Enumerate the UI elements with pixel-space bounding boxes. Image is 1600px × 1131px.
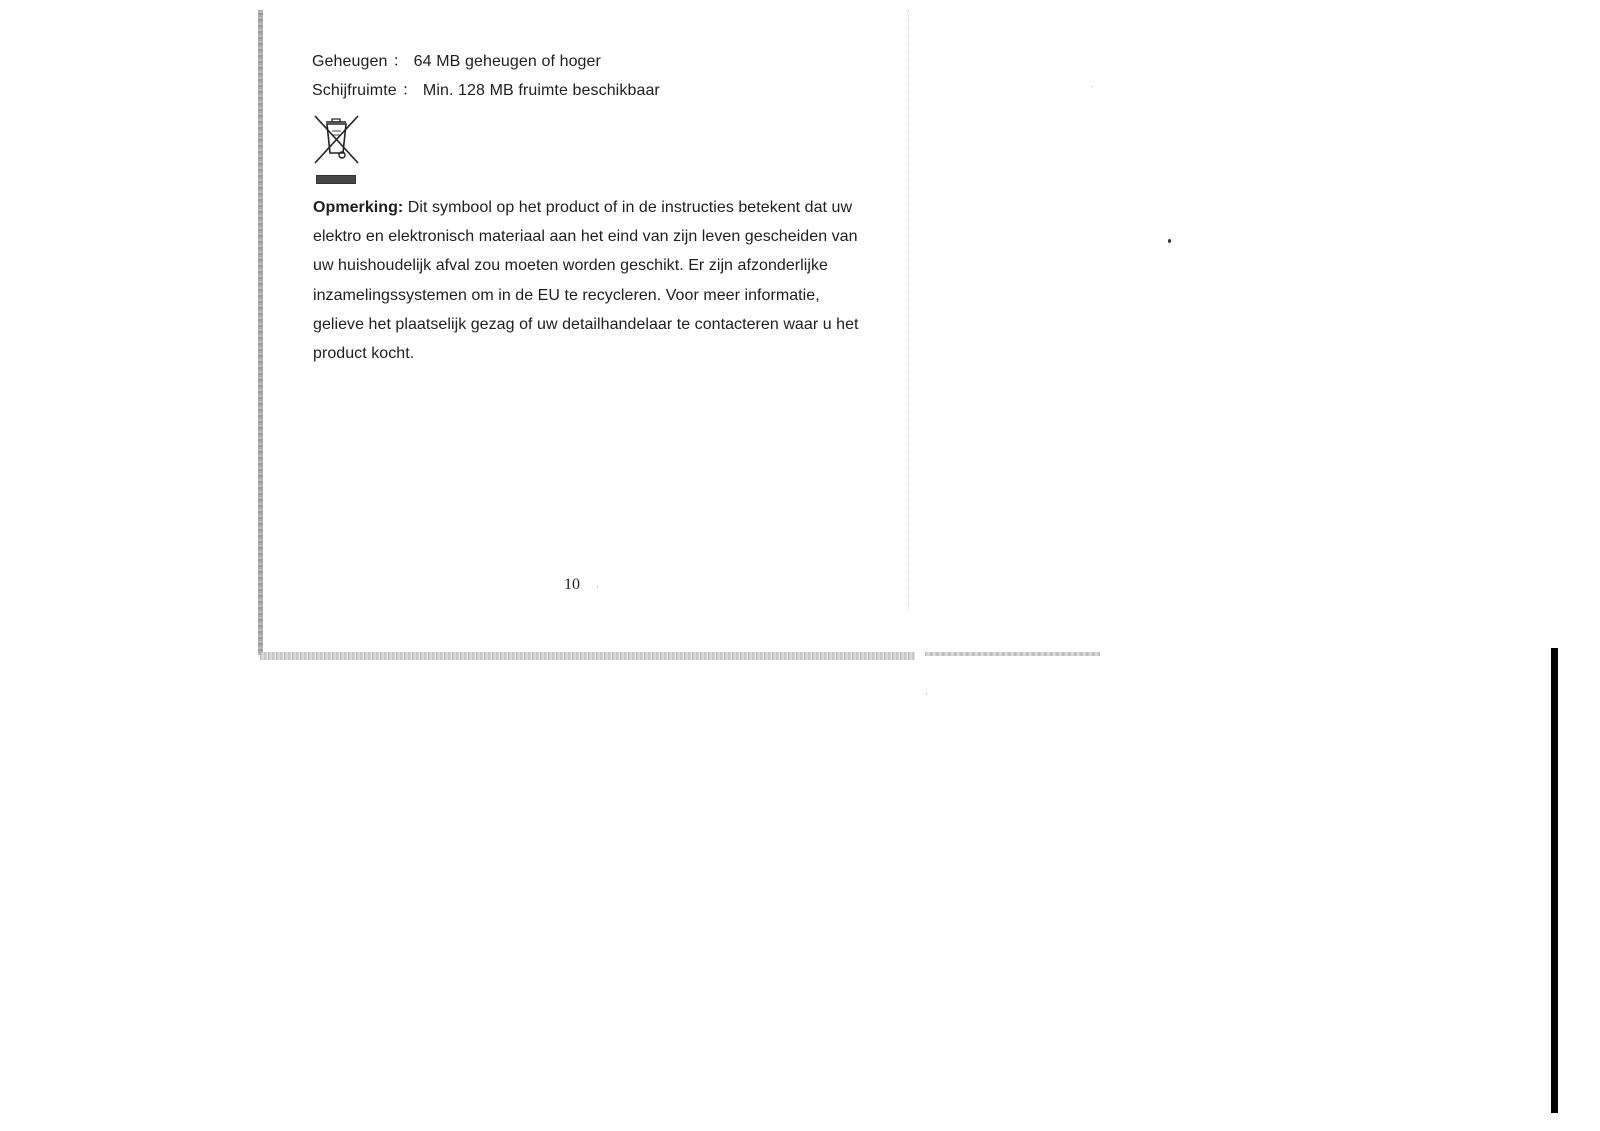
page-bottom-edge-extension xyxy=(925,652,1100,656)
page-left-edge xyxy=(258,10,263,655)
scan-edge-bar xyxy=(1551,648,1558,1113)
page-number: 10 xyxy=(564,576,580,593)
disk-space-requirement xyxy=(312,81,660,101)
disk-space-value: Min. 128 MB fruimte beschikbaar xyxy=(422,82,660,99)
memory-requirement xyxy=(312,52,601,72)
disposal-note xyxy=(313,193,873,368)
scan-speck xyxy=(1092,86,1093,87)
scan-speck xyxy=(597,586,598,587)
memory-value: 64 MB geheugen of hoger xyxy=(413,53,601,70)
memory-separator: ： xyxy=(392,53,409,70)
memory-label: Geheugen xyxy=(312,53,388,70)
note-text: Dit symbool op het product of in de instructies betekent dat uw elektro en elektronisch materiaal aan het eind van zijn leven gescheiden van uw huishoudelijk afval zou moeten worden geschikt. Er zijn afzonderlijke inzamelingssystemen om in de EU te recycleren. Voor meer informatie, gelieve het plaatselijk gezag of uw detailhandelaar te contacteren waar u het product kocht. xyxy=(313,199,859,363)
page-bottom-edge xyxy=(260,652,915,660)
note-label: Opmerking: xyxy=(313,199,404,216)
disk-space-separator: ： xyxy=(401,82,418,99)
crossed-out-wheelie-bin-icon xyxy=(312,113,360,187)
disk-space-label: Schijfruimte xyxy=(312,82,397,99)
scan-speck xyxy=(926,693,927,694)
page-fold-line xyxy=(908,10,909,610)
scan-speck xyxy=(1168,239,1171,243)
